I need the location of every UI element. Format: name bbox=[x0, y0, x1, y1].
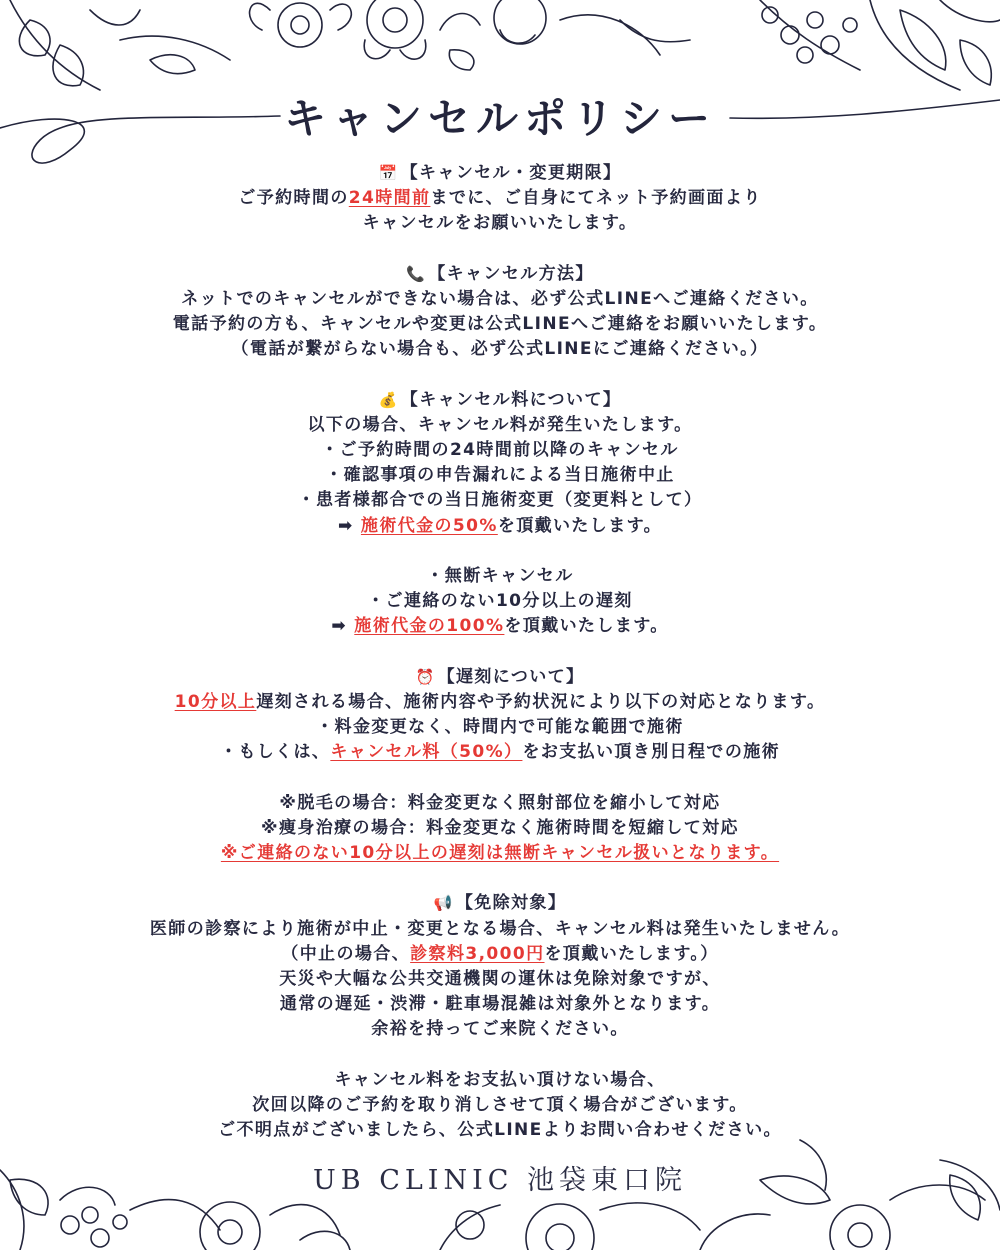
calendar-icon: 📅 bbox=[378, 164, 399, 182]
method-line-3: （電話が繋がらない場合も、必ず公式LINEにご連絡ください。） bbox=[231, 339, 769, 360]
deadline-heading: 📅 【キャンセル・変更期限】 bbox=[378, 163, 622, 183]
alarm-clock-icon: ⏰ bbox=[415, 667, 436, 686]
exempt-line-2: （中止の場合、診察料3,000円を頂戴いたします。） bbox=[281, 943, 719, 964]
method-heading: 📞 【キャンセル方法】 bbox=[406, 263, 594, 284]
fee-line-8: ➡ 施術代金の100%を頂戴いたします。 bbox=[331, 616, 669, 637]
late-line-2: ・料金変更なく、時間内で可能な範囲で施術 bbox=[316, 717, 684, 738]
fee-line-6: ・無断キャンセル bbox=[426, 566, 574, 586]
closing-line-2: 次回以降のご予約を取り消しさせて頂く場合がございます。 bbox=[252, 1094, 748, 1115]
megaphone-icon: 📢 bbox=[433, 894, 454, 913]
fee-line-1: 以下の場合、キャンセル料が発生いたします。 bbox=[307, 414, 693, 435]
clinic-name: UB CLINIC 池袋東口院 bbox=[313, 1165, 687, 1196]
late-heading: ⏰ 【遅刻について】 bbox=[415, 666, 585, 687]
exempt-line-1: 医師の診察により施術が中止・変更となる場合、キャンセル料は発生いたしません。 bbox=[149, 918, 851, 939]
policy-body bbox=[0, 161, 1000, 1143]
arrow-right-icon: ➡ bbox=[337, 515, 354, 536]
fee-line-5: ➡ 施術代金の50%を頂戴いたします。 bbox=[337, 515, 663, 536]
arrow-right-icon: ➡ bbox=[331, 616, 347, 637]
method-line-1: ネットでのキャンセルができない場合は、必ず公式LINEへご連絡ください。 bbox=[181, 288, 819, 309]
method-line-2: 電話予約の方も、キャンセルや変更は公式LINEへご連絡をお願いいたします。 bbox=[172, 314, 828, 335]
late-line-3: ・もしくは、キャンセル料（50%）をお支払い頂き別日程での施術 bbox=[219, 742, 781, 763]
phone-icon: 📞 bbox=[406, 264, 427, 283]
deadline-line-1: ご予約時間の24時間前までに、ご自身にてネット予約画面より bbox=[238, 188, 762, 209]
page-title: キャンセルポリシー bbox=[283, 94, 716, 143]
late-line-5: ※痩身治療の場合：料金変更なく施術時間を短縮して対応 bbox=[261, 817, 739, 838]
late-line-6: ※ご連絡のない10分以上の遅刻は無断キャンセル扱いとなります。 bbox=[220, 843, 780, 864]
closing-line-1: キャンセル料をお支払い頂けない場合、 bbox=[334, 1069, 666, 1090]
exempt-line-3: 天災や大幅な公共交通機関の運休は免除対象ですが、 bbox=[279, 969, 721, 989]
closing-line-3: ご不明点がございましたら、公式LINEよりお問い合わせください。 bbox=[218, 1120, 782, 1141]
exempt-line-5: 余裕を持ってご来院ください。 bbox=[371, 1019, 629, 1040]
fee-line-4: ・患者様都合での当日施術変更（変更料として） bbox=[297, 490, 703, 511]
money-bag-icon: 💰 bbox=[378, 390, 399, 409]
deadline-line-2: キャンセルをお願いいたします。 bbox=[362, 213, 638, 234]
fee-line-2: ・ご予約時間の24時間前以降のキャンセル bbox=[321, 440, 679, 461]
fee-line-7: ・ご連絡のない10分以上の遅刻 bbox=[367, 591, 633, 612]
exempt-line-4: 通常の遅延・渋滞・駐車場混雑は対象外となります。 bbox=[279, 994, 721, 1015]
exempt-heading: 📢 【免除対象】 bbox=[433, 893, 567, 914]
late-line-1: 10分以上遅刻される場合、施術内容や予約状況により以下の対応となります。 bbox=[174, 691, 826, 712]
fee-heading: 💰 【キャンセル料について】 bbox=[378, 389, 622, 410]
late-line-4: ※脱毛の場合：料金変更なく照射部位を縮小して対応 bbox=[279, 792, 721, 813]
fee-line-3: ・確認事項の申告漏れによる当日施術中止 bbox=[325, 465, 675, 486]
